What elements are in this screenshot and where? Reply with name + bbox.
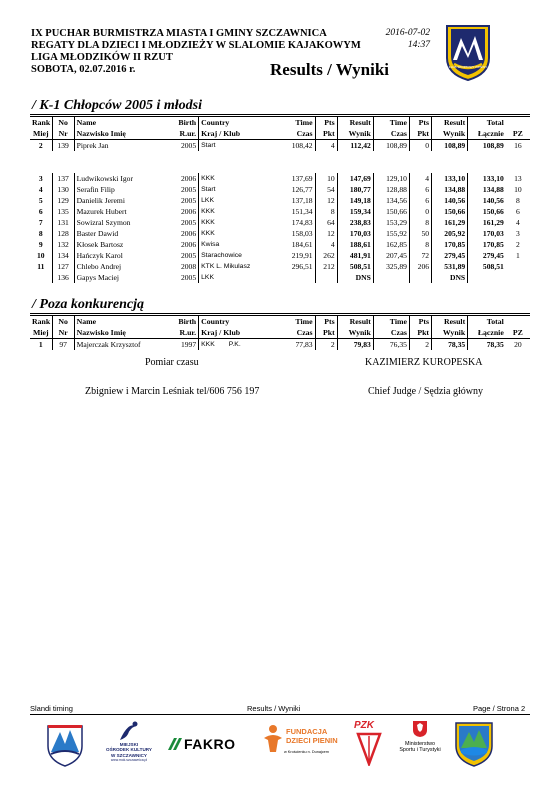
results-title: Results / Wyniki: [270, 60, 390, 79]
cell-res1: 508,51: [337, 261, 373, 272]
cell-no: 134: [52, 250, 74, 261]
cell-total: 508,51: [468, 261, 506, 272]
cell-time2: 76,35: [373, 339, 409, 351]
col-res2: Result: [432, 117, 468, 129]
ministry-line-2: Sportu i Turystyki: [399, 747, 441, 754]
fundacja-logo: [262, 722, 342, 768]
col-time1: Time: [295, 118, 313, 127]
cell-pz: [506, 261, 530, 272]
cell-rank: 6: [38, 207, 43, 216]
cell-club: KKK P.K.: [199, 339, 279, 351]
col2-pts1-pl: Pkt: [315, 327, 337, 339]
col2-country-pl: Kraj / Klub: [199, 327, 279, 339]
cell-club: Start: [199, 140, 279, 152]
cell-no: 97: [52, 339, 74, 351]
cell-pz: 13: [514, 174, 522, 183]
col-rank: Rank: [32, 118, 51, 127]
cell-total: 134,88: [468, 184, 506, 195]
cell-club: KKK: [199, 228, 279, 239]
report-date: 2016-07-02: [385, 28, 430, 38]
event-title-2: REGATY DLA DZIECI I MŁODZIEŻY W SLALOMIE KAJAKOWYM: [31, 40, 361, 51]
table-row: [30, 217, 530, 228]
col-total-pl: Łącznie: [468, 128, 506, 140]
cell-time2: 108,89: [373, 140, 409, 152]
cell-res2: DNS: [432, 272, 468, 283]
table2-header-row-2: [30, 327, 530, 339]
cell-res1: 112,42: [337, 140, 373, 152]
cell-pts1: 64: [315, 217, 337, 228]
col-time2: Time: [373, 117, 409, 129]
cell-no: 127: [52, 261, 74, 272]
cell-time1: 137,18: [291, 196, 313, 205]
chief-judge-title: Chief Judge / Sędzia główny: [368, 386, 483, 397]
cell-name: Hańczyk Karol: [74, 250, 172, 261]
cell-club: Starachowice: [199, 250, 279, 261]
cell-total: 108,89: [468, 140, 506, 152]
col2-birth: Birth: [178, 317, 197, 326]
cell-res2: 205,92: [432, 228, 468, 239]
col2-res1: Result: [337, 316, 373, 328]
event-title-1: IX PUCHAR BURMISTRZA MIASTA I GMINY SZCZAWNICA: [31, 28, 327, 39]
col2-time1-pl: Czas: [279, 327, 315, 339]
cell-birth: 2005: [180, 273, 197, 282]
cell-rank: 5: [38, 196, 43, 205]
cell-pz: [506, 272, 530, 283]
col-country-pl: Kraj / Klub: [199, 128, 279, 140]
col-total: Total: [468, 117, 506, 129]
col2-res2: Result: [432, 316, 468, 328]
cell-name: Majerczak Krzysztof: [74, 339, 172, 351]
cell-res1: 79,83: [337, 339, 373, 351]
col2-pz: [506, 316, 530, 328]
cell-res1: 147,69: [337, 173, 373, 184]
cell-time2: 129,10: [373, 173, 409, 184]
report-time: 14:37: [407, 40, 430, 50]
cell-total: 170,03: [468, 228, 506, 239]
col-birth-pl: R.ur.: [173, 128, 199, 140]
cell-time1: 158,03: [291, 229, 313, 238]
cell-no: 135: [52, 206, 74, 217]
table-row: [30, 272, 530, 283]
table-row: [30, 206, 530, 217]
col2-time2-pl: Czas: [373, 327, 409, 339]
cell-pts2: 8: [409, 239, 431, 250]
col-pz-pl: PZ: [506, 128, 530, 140]
cell-time2: 325,89: [373, 261, 409, 272]
cell-pts2: 6: [409, 195, 431, 206]
cell-pz: 16: [514, 141, 522, 150]
cell-res1: 149,18: [337, 195, 373, 206]
cell-total: 161,29: [468, 217, 506, 228]
mok-line-2: OŚRODEK KULTURY: [106, 747, 152, 753]
mok-url: www.mok.szczawnica.pl: [110, 758, 148, 763]
cell-no: 132: [52, 239, 74, 250]
timing-label: Pomiar czasu: [145, 357, 199, 368]
cell-pts1: 54: [315, 184, 337, 195]
cell-name: Chlebo Andrej: [74, 261, 172, 272]
cell-total: 140,56: [468, 195, 506, 206]
cell-res2: 133,10: [432, 173, 468, 184]
cell-time2: 207,45: [373, 250, 409, 261]
footer-title: Results / Wyniki: [247, 704, 301, 713]
col2-total-pl: Łącznie: [468, 327, 506, 339]
cell-rank: 4: [38, 185, 43, 194]
col-res1: Result: [337, 117, 373, 129]
cell-club: Start: [199, 184, 279, 195]
cell-no: 137: [52, 173, 74, 184]
cell-name: Sowizral Szymon: [74, 217, 172, 228]
cell-res1: 170,03: [337, 228, 373, 239]
cell-club: Kwisa: [199, 239, 279, 250]
cell-club: KKK: [199, 206, 279, 217]
cell-club: LKK: [199, 272, 279, 283]
category-title: / K-1 Chłopców 2005 i młodsi: [32, 98, 202, 113]
col2-res2-pl: Wynik: [432, 327, 468, 339]
cell-birth: 2006: [180, 207, 197, 216]
cell-pts1: 4: [315, 140, 337, 152]
mok-line-1: MIEJSKI: [119, 742, 139, 747]
table2-header-row-1: [30, 316, 530, 328]
cell-name: Ludwikowski Igor: [74, 173, 172, 184]
cell-no: 130: [52, 184, 74, 195]
cell-rank: 1: [38, 340, 43, 349]
col-pts1: Pts: [315, 117, 337, 129]
cell-total: 133,10: [468, 173, 506, 184]
cell-time2: 150,66: [373, 206, 409, 217]
ministry-line-1: Ministerstwo: [405, 741, 435, 747]
cell-res1: 188,61: [337, 239, 373, 250]
cell-time1: 151,34: [291, 207, 313, 216]
cell-res1: DNS: [337, 272, 373, 283]
cell-club: LKK: [199, 195, 279, 206]
cell-no: 136: [52, 272, 74, 283]
cell-res1: 481,91: [337, 250, 373, 261]
cell-club: KTK L. Mikulasz: [199, 261, 279, 272]
cell-time1: [279, 272, 315, 283]
col2-pts2-pl: Pkt: [409, 327, 431, 339]
spacer-row: [30, 151, 530, 173]
cell-time2: 162,85: [373, 239, 409, 250]
col-pts2-pl: Pkt: [409, 128, 431, 140]
col2-time1: Time: [295, 317, 313, 326]
table-row: [30, 239, 530, 250]
cell-res2: 140,56: [432, 195, 468, 206]
col-birth: Birth: [178, 118, 197, 127]
col2-res1-pl: Wynik: [337, 327, 373, 339]
cell-pts2: 4: [409, 173, 431, 184]
cell-total: 78,35: [468, 339, 506, 351]
footer-timing: Slandi timing: [30, 704, 73, 713]
cell-pz: 1: [516, 251, 520, 260]
cell-no: 131: [52, 217, 74, 228]
cell-rank: 3: [38, 174, 43, 183]
pzk-logo: [352, 720, 388, 768]
col-res2-pl: Wynik: [432, 128, 468, 140]
cell-pts2: 50: [409, 228, 431, 239]
col2-country: Country: [199, 316, 279, 328]
chief-judge-name: KAZIMIERZ KUROPESKA: [365, 357, 483, 368]
ministry-logo: [395, 720, 445, 768]
col2-name-pl: Nazwisko Imię: [74, 327, 172, 339]
table-row: [30, 140, 530, 152]
cell-pz: 8: [516, 196, 520, 205]
col2-no: No: [52, 316, 74, 328]
cell-pts1: 10: [315, 173, 337, 184]
cell-time1: 219,91: [291, 251, 313, 260]
cell-pts1: 12: [315, 228, 337, 239]
col-pz: [506, 117, 530, 129]
cell-name: Kłosek Bartosz: [74, 239, 172, 250]
table-row: [30, 339, 530, 351]
table-row: [30, 228, 530, 239]
cell-time1: 108,42: [291, 141, 313, 150]
cell-total: 170,85: [468, 239, 506, 250]
cell-pts2: 0: [409, 206, 431, 217]
footer-page: Page / Strona 2: [473, 704, 526, 713]
col2-pts1: Pts: [315, 316, 337, 328]
table-row: [30, 195, 530, 206]
cell-no: 139: [52, 140, 74, 152]
timing-names: Zbigniew i Marcin Leśniak tel/606 756 197: [85, 386, 260, 397]
cell-rank: 11: [37, 262, 45, 271]
cell-res2: 161,29: [432, 217, 468, 228]
table-header-row-1: [30, 117, 530, 129]
col-country: Country: [199, 117, 279, 129]
cell-time2: 153,29: [373, 217, 409, 228]
col2-no-pl: Nr: [52, 327, 74, 339]
cell-club: KKK: [199, 217, 279, 228]
col-no-pl: Nr: [52, 128, 74, 140]
col-time1-pl: Czas: [279, 128, 315, 140]
cell-time1: 184,61: [291, 240, 313, 249]
cell-res2: 531,89: [432, 261, 468, 272]
col2-pz-pl: PZ: [506, 327, 530, 339]
cell-pz: 10: [514, 185, 522, 194]
cell-birth: 2005: [180, 218, 197, 227]
cell-total: [468, 272, 506, 283]
cell-total: 150,66: [468, 206, 506, 217]
col-pts1-pl: Pkt: [315, 128, 337, 140]
polish-eagle-icon: [412, 720, 428, 738]
mok-line-3: W SZCZAWNICY: [111, 752, 147, 758]
cell-pts2: 6: [409, 184, 431, 195]
cell-res2: 170,85: [432, 239, 468, 250]
cell-birth: 1997: [180, 340, 197, 349]
results-table: [30, 116, 530, 283]
cell-pz: 6: [516, 207, 520, 216]
cell-club2: P.K.: [228, 341, 241, 348]
cell-pts1: 4: [315, 239, 337, 250]
cell-pts1: 262: [315, 250, 337, 261]
cell-rank: 8: [38, 229, 43, 238]
cell-time2: 134,56: [373, 195, 409, 206]
cell-pts1: 2: [315, 339, 337, 351]
event-date-line: SOBOTA, 02.07.2016 r.: [31, 64, 136, 75]
cell-time1: 126,77: [291, 185, 313, 194]
col-no: No: [52, 117, 74, 129]
cell-club: KKK: [199, 173, 279, 184]
cell-no: 129: [52, 195, 74, 206]
cell-pts2: 72: [409, 250, 431, 261]
cell-res2: 108,89: [432, 140, 468, 152]
cell-rank: [30, 272, 52, 283]
col-name-pl: Nazwisko Imię: [74, 128, 172, 140]
cell-pts1: [315, 272, 337, 283]
ks-pieniny-logo: [452, 720, 496, 768]
cell-name: Baster Dawid: [74, 228, 172, 239]
table-row: [30, 173, 530, 184]
cell-time2: 128,88: [373, 184, 409, 195]
cell-pts2: 0: [409, 140, 431, 152]
cell-name: Mazurek Hubert: [74, 206, 172, 217]
table-row: [30, 261, 530, 272]
fundacja-line-1: FUNDACJA: [286, 727, 328, 736]
col2-total: Total: [468, 316, 506, 328]
mok-logo: [100, 720, 158, 768]
club-logo: [444, 24, 492, 82]
cell-pts2: 2: [409, 339, 431, 351]
table-header-row-2: [30, 128, 530, 140]
cell-rank: 10: [36, 251, 45, 260]
cell-res2: 279,45: [432, 250, 468, 261]
cell-time2: [373, 272, 409, 283]
cell-birth: 2006: [180, 174, 197, 183]
cell-pts2: 8: [409, 217, 431, 228]
col-rank-pl: Miej: [30, 128, 52, 140]
cell-pz: 3: [516, 229, 520, 238]
col2-pts2: Pts: [409, 316, 431, 328]
fakro-logo: [168, 736, 236, 752]
cell-birth: 2008: [180, 262, 197, 271]
table-row: [30, 184, 530, 195]
cell-rank: 7: [38, 218, 43, 227]
cell-res2: 134,88: [432, 184, 468, 195]
cell-res2: 150,66: [432, 206, 468, 217]
cell-res1: 238,83: [337, 217, 373, 228]
col-name: Name: [74, 117, 172, 129]
cell-pz: 4: [516, 218, 520, 227]
cell-no: 128: [52, 228, 74, 239]
szczawnica-crest-logo: [40, 722, 90, 768]
fundacja-line-2: DZIECI PIENIN: [286, 735, 338, 745]
cell-time1: 174,83: [291, 218, 313, 227]
cell-pts1: 8: [315, 206, 337, 217]
cell-time1: 77,83: [295, 340, 313, 349]
cell-name: Gapys Maciej: [74, 272, 172, 283]
fundacja-sub: w Krościenku n. Dunajcem: [284, 750, 329, 754]
pzk-text: PZK: [354, 720, 374, 731]
fakro-text: FAKRO: [184, 736, 236, 752]
mok-figure-icon: [116, 720, 140, 742]
cell-res1: 180,77: [337, 184, 373, 195]
cell-pts2: [409, 272, 431, 283]
cell-pts1: 212: [315, 261, 337, 272]
col2-name: Name: [74, 316, 172, 328]
cell-rank: 2: [38, 141, 43, 150]
cell-res2: 78,35: [432, 339, 468, 351]
pzk-paddle-icon: [354, 732, 384, 766]
col-time2-pl: Czas: [373, 128, 409, 140]
event-title-3: LIGA MŁODZIKÓW II RZUT: [31, 52, 173, 63]
fundacja-figure-icon: [262, 724, 284, 754]
cell-birth: 2006: [180, 240, 197, 249]
logo-text: KLUB SPORTOWY PIENINY: [448, 65, 488, 69]
cell-birth: 2005: [180, 185, 197, 194]
cell-pz: 2: [516, 240, 520, 249]
cell-birth: 2005: [180, 141, 197, 150]
cell-time1: 296,51: [291, 262, 313, 271]
cell-birth: 2005: [180, 251, 197, 260]
col2-birth-pl: R.ur.: [173, 327, 199, 339]
cell-name: Serafin Filip: [74, 184, 172, 195]
table-row: [30, 250, 530, 261]
cell-birth: 2005: [180, 196, 197, 205]
col2-rank: Rank: [32, 317, 51, 326]
col2-time2: Time: [373, 316, 409, 328]
cell-total: 279,45: [468, 250, 506, 261]
category-title-2: / Poza konkurencją: [32, 297, 145, 312]
cell-time1: 137,69: [291, 174, 313, 183]
cell-rank: 9: [38, 240, 43, 249]
cell-birth: 2006: [180, 229, 197, 238]
cell-name: Piprek Jan: [74, 140, 172, 152]
results-table-2: [30, 315, 530, 350]
cell-name: Danielik Jeremi: [74, 195, 172, 206]
cell-pz: 20: [514, 340, 522, 349]
fakro-mark-icon: [168, 738, 182, 750]
cell-pts2: 206: [409, 261, 431, 272]
col-res1-pl: Wynik: [337, 128, 373, 140]
cell-res1: 159,34: [337, 206, 373, 217]
col2-rank-pl: Miej: [30, 327, 52, 339]
col-pts2: Pts: [409, 117, 431, 129]
cell-time2: 155,92: [373, 228, 409, 239]
cell-pts1: 12: [315, 195, 337, 206]
